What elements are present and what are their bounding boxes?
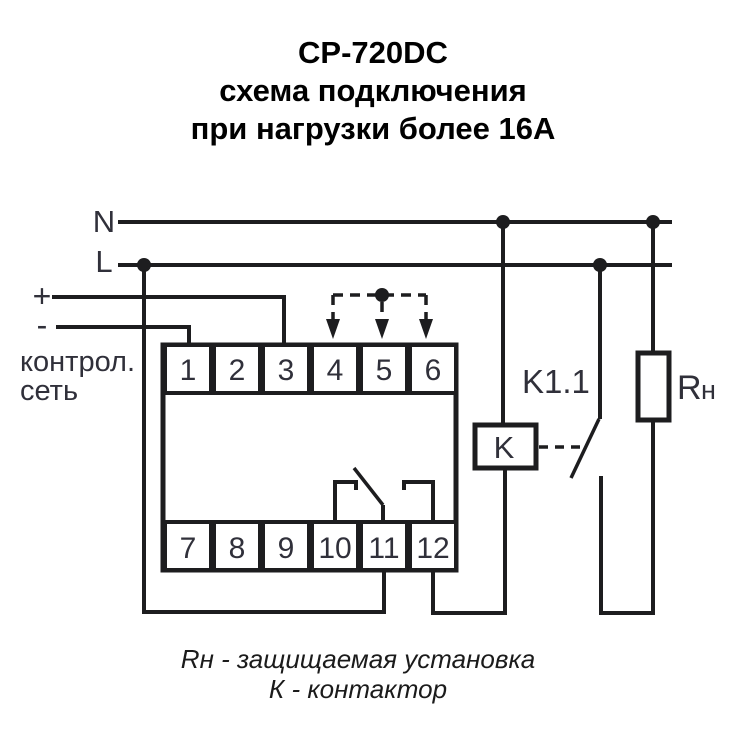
wire-minus-to-terminal1 — [56, 327, 189, 345]
bus-label-n: N — [92, 204, 116, 239]
dc-minus-label: - — [36, 307, 48, 343]
control-net-label-line2: сеть — [20, 375, 79, 407]
terminal-label-11: 11 — [368, 532, 400, 565]
junction-dot-n-coil — [496, 215, 510, 229]
arrowhead-terminal6 — [419, 319, 433, 339]
terminal-label-4: 4 — [326, 354, 344, 387]
junction-dot-l-contact — [593, 258, 607, 272]
terminal-label-1: 1 — [179, 354, 197, 387]
terminal-label-10: 10 — [318, 532, 352, 565]
dc-plus-label: + — [32, 278, 52, 314]
terminal-label-2: 2 — [228, 354, 246, 387]
control-net-label-line1: контрол. — [20, 346, 136, 378]
junction-dot-l-left — [137, 258, 151, 272]
arrowhead-terminal5 — [375, 319, 389, 339]
legend — [0, 644, 716, 704]
load-resistor-box — [638, 353, 669, 420]
dashed-bracket-dot — [375, 288, 389, 302]
wire-plus-to-terminal3 — [52, 297, 284, 345]
terminal-label-3: 3 — [277, 354, 295, 387]
contact-label-k11: K1.1 — [522, 363, 590, 400]
title-model: CP-720DC — [298, 35, 448, 70]
terminal-label-8: 8 — [228, 532, 246, 565]
arrowhead-terminal4 — [326, 319, 340, 339]
terminal-label-7: 7 — [179, 532, 197, 565]
junction-dot-n-load — [646, 215, 660, 229]
title-subtitle: схема подключения — [219, 73, 527, 108]
bus-label-l: L — [95, 244, 113, 279]
terminal-label-9: 9 — [277, 532, 295, 565]
load-label-r: R — [677, 369, 702, 407]
terminal-label-12: 12 — [416, 532, 450, 565]
wire-contact-to-load — [601, 420, 653, 613]
load-label-n-sub: н — [701, 375, 716, 405]
terminal-label-6: 6 — [424, 354, 442, 387]
legend-load: Rн - защищаемая установка — [180, 644, 536, 674]
coil-label-k: K — [493, 430, 515, 465]
title-condition: при нагрузки более 16А — [190, 111, 556, 146]
terminal-label-5: 5 — [375, 354, 393, 387]
legend-contactor: К - контактор — [268, 674, 448, 704]
